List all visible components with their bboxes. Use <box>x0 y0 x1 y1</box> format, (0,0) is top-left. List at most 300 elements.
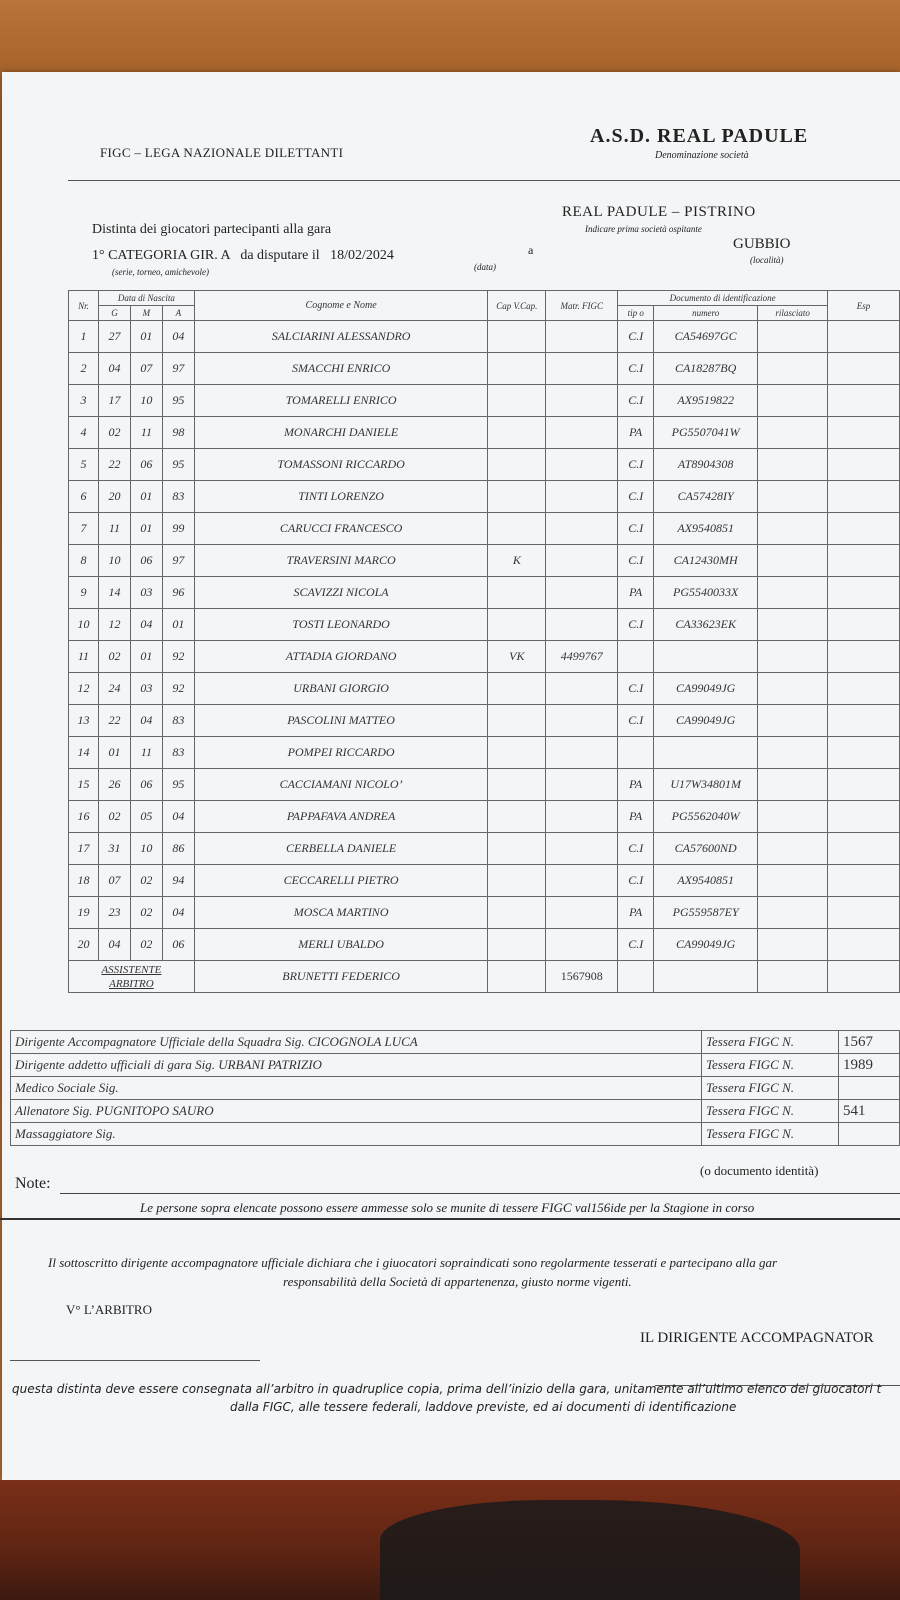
table-row <box>69 513 900 545</box>
row-doc-type: C.I <box>618 385 654 417</box>
row-doc-number: CA57428IY <box>654 481 758 513</box>
table-row <box>69 417 900 449</box>
row-month: 04 <box>130 705 162 737</box>
staff-table <box>10 1030 900 1146</box>
row-rilasciato <box>758 737 828 769</box>
row-matr: 4499767 <box>546 641 618 673</box>
col-birth: Data di Nascita <box>98 291 194 306</box>
row-month: 06 <box>130 545 162 577</box>
staff-tessera-label: Tessera FIGC N. <box>702 1123 839 1146</box>
row-matr <box>546 833 618 865</box>
referee-signature-line <box>10 1360 260 1361</box>
row-day: 02 <box>98 417 130 449</box>
category: 1° CATEGORIA GIR. A <box>92 248 230 263</box>
row-doc-type: C.I <box>618 481 654 513</box>
row-cap <box>488 385 546 417</box>
col-tipo: tip o <box>618 306 654 321</box>
row-cap <box>488 353 546 385</box>
table-row <box>69 641 900 673</box>
col-numero: numero <box>654 306 758 321</box>
row-esp <box>828 545 900 577</box>
row-matr <box>546 417 618 449</box>
row-doc-number <box>654 737 758 769</box>
row-nr: 19 <box>69 897 99 929</box>
footer-instruction-1: questa distinta deve essere consegnata all’arbitro in quadruplice copia, prima dell’inizio della gara, unitamente all’ultimo elenco dei giuocatori t <box>12 1382 882 1396</box>
row-cap <box>488 417 546 449</box>
row-day: 04 <box>98 929 130 961</box>
staff-row <box>11 1123 900 1146</box>
row-day: 23 <box>98 897 130 929</box>
row-doc-type: C.I <box>618 673 654 705</box>
row-year: 83 <box>162 481 194 513</box>
row-rilasciato <box>758 481 828 513</box>
table-row <box>69 801 900 833</box>
staff-tessera-number: 1989 <box>839 1054 900 1077</box>
row-month: 01 <box>130 481 162 513</box>
row-day: 01 <box>98 737 130 769</box>
note-line <box>60 1193 900 1194</box>
row-doc-number: PG5540033X <box>654 577 758 609</box>
row-month: 04 <box>130 609 162 641</box>
players-table <box>68 290 900 993</box>
row-doc-number: CA12430MH <box>654 545 758 577</box>
row-doc-type: PA <box>618 897 654 929</box>
row-name: TOSTI LEONARDO <box>194 609 488 641</box>
table-row <box>69 897 900 929</box>
identity-note: (o documento identità) <box>700 1163 819 1178</box>
row-month: 01 <box>130 641 162 673</box>
staff-tessera-number <box>839 1123 900 1146</box>
match-date: 18/02/2024 <box>330 248 394 263</box>
row-rilasciato <box>758 705 828 737</box>
table-row <box>69 737 900 769</box>
row-month: 10 <box>130 833 162 865</box>
row-nr: 10 <box>69 609 99 641</box>
row-name: CERBELLA DANIELE <box>194 833 488 865</box>
row-cap <box>488 737 546 769</box>
row-nr: 13 <box>69 705 99 737</box>
row-name: MOSCA MARTINO <box>194 897 488 929</box>
row-day: 14 <box>98 577 130 609</box>
shadow <box>380 1500 800 1600</box>
row-doc-number: CA54697GC <box>654 321 758 353</box>
row-day: 10 <box>98 545 130 577</box>
row-nr: 4 <box>69 417 99 449</box>
row-name: SCAVIZZI NICOLA <box>194 577 488 609</box>
staff-tessera-number: 541 <box>839 1100 900 1123</box>
row-nr: 1 <box>69 321 99 353</box>
society-name: A.S.D. REAL PADULE <box>590 125 809 147</box>
row-year: 94 <box>162 865 194 897</box>
row-esp <box>828 801 900 833</box>
row-year: 01 <box>162 609 194 641</box>
match-teams: REAL PADULE – PISTRINO <box>562 204 756 220</box>
row-year: 83 <box>162 737 194 769</box>
row-doc-number: CA57600ND <box>654 833 758 865</box>
row-doc-type: C.I <box>618 833 654 865</box>
row-nr: 16 <box>69 801 99 833</box>
row-day: 17 <box>98 385 130 417</box>
row-doc-type: C.I <box>618 705 654 737</box>
row-year: 98 <box>162 417 194 449</box>
row-doc-type <box>618 641 654 673</box>
row-name: MERLI UBALDO <box>194 929 488 961</box>
row-name: CARUCCI FRANCESCO <box>194 513 488 545</box>
row-doc-number: U17W34801M <box>654 769 758 801</box>
row-doc-type <box>618 737 654 769</box>
row-day: 11 <box>98 513 130 545</box>
table-row <box>69 673 900 705</box>
category-caption: (serie, torneo, amichevole) <box>112 267 209 277</box>
staff-role: Medico Sociale Sig. <box>11 1077 702 1100</box>
staff-tessera-number: 1567 <box>839 1031 900 1054</box>
staff-role: Massaggiatore Sig. <box>11 1123 702 1146</box>
row-cap: VK <box>488 641 546 673</box>
row-matr <box>546 513 618 545</box>
row-cap <box>488 769 546 801</box>
row-esp <box>828 353 900 385</box>
match-teams-caption: Indicare prima società ospitante <box>585 224 702 234</box>
row-esp <box>828 641 900 673</box>
row-rilasciato <box>758 865 828 897</box>
row-year: 95 <box>162 449 194 481</box>
row-matr <box>546 769 618 801</box>
row-doc-type: C.I <box>618 545 654 577</box>
row-esp <box>828 609 900 641</box>
row-day: 26 <box>98 769 130 801</box>
assistant-numero <box>654 961 758 993</box>
row-esp <box>828 929 900 961</box>
row-rilasciato <box>758 545 828 577</box>
staff-tessera-number <box>839 1077 900 1100</box>
row-doc-type: C.I <box>618 353 654 385</box>
row-esp <box>828 897 900 929</box>
row-month: 11 <box>130 417 162 449</box>
federation-header: FIGC – LEGA NAZIONALE DILETTANTI <box>100 145 344 160</box>
note-label: Note: <box>15 1175 51 1192</box>
assistant-label-2: ARBITRO <box>109 977 154 990</box>
form-title: Distinta dei giocatori partecipanti alla gara <box>92 222 332 237</box>
row-year: 97 <box>162 545 194 577</box>
row-cap <box>488 321 546 353</box>
staff-tessera-label: Tessera FIGC N. <box>702 1054 839 1077</box>
row-matr <box>546 385 618 417</box>
row-matr <box>546 929 618 961</box>
row-cap <box>488 833 546 865</box>
referee-label: V° L’ARBITRO <box>66 1302 152 1317</box>
row-day: 24 <box>98 673 130 705</box>
row-doc-number: AT8904308 <box>654 449 758 481</box>
row-esp <box>828 673 900 705</box>
row-year: 04 <box>162 801 194 833</box>
row-esp <box>828 481 900 513</box>
row-rilasciato <box>758 513 828 545</box>
row-nr: 8 <box>69 545 99 577</box>
row-esp <box>828 513 900 545</box>
match-place: GUBBIO <box>733 236 791 252</box>
row-name: TOMARELLI ENRICO <box>194 385 488 417</box>
row-nr: 9 <box>69 577 99 609</box>
assistant-name: BRUNETTI FEDERICO <box>194 961 488 993</box>
row-month: 11 <box>130 737 162 769</box>
table-row <box>69 769 900 801</box>
assistant-tipo <box>618 961 654 993</box>
row-cap <box>488 801 546 833</box>
row-name: ATTADIA GIORDANO <box>194 641 488 673</box>
separator-line <box>0 1218 900 1220</box>
row-matr <box>546 449 618 481</box>
row-cap <box>488 513 546 545</box>
row-doc-type: C.I <box>618 609 654 641</box>
table-row <box>69 609 900 641</box>
row-name: URBANI GIORGIO <box>194 673 488 705</box>
row-cap <box>488 929 546 961</box>
table-row <box>69 705 900 737</box>
row-doc-number: AX9540851 <box>654 513 758 545</box>
row-nr: 3 <box>69 385 99 417</box>
row-rilasciato <box>758 801 828 833</box>
footer-instruction-2: dalla FIGC, alle tessere federali, laddove previste, ed ai documenti di identificazione <box>230 1400 737 1414</box>
table-row <box>69 449 900 481</box>
row-month: 03 <box>130 577 162 609</box>
row-nr: 12 <box>69 673 99 705</box>
row-day: 04 <box>98 353 130 385</box>
row-year: 86 <box>162 833 194 865</box>
row-rilasciato <box>758 385 828 417</box>
row-doc-number: PG559587EY <box>654 897 758 929</box>
table-row <box>69 385 900 417</box>
row-esp <box>828 833 900 865</box>
row-rilasciato <box>758 673 828 705</box>
row-rilasciato <box>758 641 828 673</box>
col-esp: Esp <box>828 291 900 321</box>
row-nr: 14 <box>69 737 99 769</box>
row-doc-number <box>654 641 758 673</box>
row-matr <box>546 353 618 385</box>
row-nr: 7 <box>69 513 99 545</box>
row-year: 95 <box>162 385 194 417</box>
assistant-cap <box>488 961 546 993</box>
col-rilasciato: rilasciato <box>758 306 828 321</box>
row-name: POMPEI RICCARDO <box>194 737 488 769</box>
row-year: 96 <box>162 577 194 609</box>
assistant-matr: 1567908 <box>546 961 618 993</box>
row-year: 92 <box>162 641 194 673</box>
society-caption: Denominazione società <box>655 150 749 161</box>
row-name: CECCARELLI PIETRO <box>194 865 488 897</box>
row-doc-number: AX9540851 <box>654 865 758 897</box>
staff-row <box>11 1031 900 1054</box>
row-name: MONARCHI DANIELE <box>194 417 488 449</box>
row-day: 22 <box>98 449 130 481</box>
row-name: SALCIARINI ALESSANDRO <box>194 321 488 353</box>
row-cap <box>488 865 546 897</box>
col-nr: Nr. <box>69 291 99 321</box>
row-cap <box>488 481 546 513</box>
table-row <box>69 545 900 577</box>
row-esp <box>828 417 900 449</box>
col-m: M <box>130 306 162 321</box>
table-row <box>69 353 900 385</box>
row-cap <box>488 577 546 609</box>
assistant-rilasciato <box>758 961 828 993</box>
col-matr: Matr. FIGC <box>546 291 618 321</box>
assistant-esp <box>828 961 900 993</box>
row-doc-number: CA99049JG <box>654 673 758 705</box>
row-doc-number: CA99049JG <box>654 705 758 737</box>
row-month: 02 <box>130 865 162 897</box>
row-doc-type: PA <box>618 801 654 833</box>
row-cap <box>488 609 546 641</box>
row-doc-type: PA <box>618 577 654 609</box>
assistant-label-1: ASSISTENTE <box>101 963 162 976</box>
staff-role: Dirigente addetto ufficiali di gara Sig. URBANI PATRIZIO <box>11 1054 702 1077</box>
row-matr <box>546 705 618 737</box>
frame-line <box>68 180 900 181</box>
row-nr: 5 <box>69 449 99 481</box>
col-name: Cognome e Nome <box>194 291 488 321</box>
row-doc-type: C.I <box>618 513 654 545</box>
row-day: 07 <box>98 865 130 897</box>
row-year: 04 <box>162 321 194 353</box>
category-line <box>92 248 394 264</box>
row-rilasciato <box>758 417 828 449</box>
row-name: TINTI LORENZO <box>194 481 488 513</box>
row-esp <box>828 577 900 609</box>
row-year: 04 <box>162 897 194 929</box>
table-row <box>69 577 900 609</box>
staff-tessera-label: Tessera FIGC N. <box>702 1031 839 1054</box>
row-day: 20 <box>98 481 130 513</box>
row-doc-number: CA18287BQ <box>654 353 758 385</box>
row-month: 03 <box>130 673 162 705</box>
staff-role: Allenatore Sig. PUGNITOPO SAURO <box>11 1100 702 1123</box>
table-row <box>69 481 900 513</box>
row-day: 31 <box>98 833 130 865</box>
row-month: 06 <box>130 449 162 481</box>
row-doc-type: C.I <box>618 865 654 897</box>
row-nr: 18 <box>69 865 99 897</box>
manager-label: IL DIRIGENTE ACCOMPAGNATOR <box>640 1330 874 1346</box>
row-day: 27 <box>98 321 130 353</box>
to-play-label: da disputare il <box>240 248 320 263</box>
staff-row <box>11 1100 900 1123</box>
row-esp <box>828 321 900 353</box>
row-month: 02 <box>130 897 162 929</box>
staff-tessera-label: Tessera FIGC N. <box>702 1077 839 1100</box>
row-cap <box>488 897 546 929</box>
row-name: SMACCHI ENRICO <box>194 353 488 385</box>
row-day: 22 <box>98 705 130 737</box>
row-cap <box>488 449 546 481</box>
row-esp <box>828 865 900 897</box>
row-month: 10 <box>130 385 162 417</box>
staff-tessera-label: Tessera FIGC N. <box>702 1100 839 1123</box>
row-rilasciato <box>758 449 828 481</box>
row-doc-type: PA <box>618 417 654 449</box>
row-month: 02 <box>130 929 162 961</box>
row-rilasciato <box>758 769 828 801</box>
row-name: PAPPAFAVA ANDREA <box>194 801 488 833</box>
row-rilasciato <box>758 833 828 865</box>
row-year: 95 <box>162 769 194 801</box>
row-esp <box>828 449 900 481</box>
row-year: 06 <box>162 929 194 961</box>
staff-role: Dirigente Accompagnatore Ufficiale della Squadra Sig. CICOGNOLA LUCA <box>11 1031 702 1054</box>
row-matr <box>546 897 618 929</box>
row-year: 99 <box>162 513 194 545</box>
row-matr <box>546 865 618 897</box>
row-cap: K <box>488 545 546 577</box>
row-year: 97 <box>162 353 194 385</box>
row-matr <box>546 545 618 577</box>
row-matr <box>546 609 618 641</box>
row-esp <box>828 769 900 801</box>
row-cap <box>488 673 546 705</box>
row-doc-type: PA <box>618 769 654 801</box>
date-caption: (data) <box>474 262 496 272</box>
row-cap <box>488 705 546 737</box>
col-doc: Documento di identificazione <box>618 291 828 306</box>
row-matr <box>546 481 618 513</box>
row-rilasciato <box>758 609 828 641</box>
row-doc-number: PG5507041W <box>654 417 758 449</box>
row-name: PASCOLINI MATTEO <box>194 705 488 737</box>
players-body <box>69 321 900 961</box>
row-year: 83 <box>162 705 194 737</box>
row-doc-number: AX9519822 <box>654 385 758 417</box>
row-nr: 6 <box>69 481 99 513</box>
row-rilasciato <box>758 897 828 929</box>
assistant-label <box>69 961 195 993</box>
col-a: A <box>162 306 194 321</box>
row-nr: 2 <box>69 353 99 385</box>
row-doc-type: C.I <box>618 321 654 353</box>
row-day: 02 <box>98 801 130 833</box>
row-month: 05 <box>130 801 162 833</box>
row-day: 02 <box>98 641 130 673</box>
staff-row <box>11 1077 900 1100</box>
row-esp <box>828 385 900 417</box>
row-doc-type: C.I <box>618 449 654 481</box>
table-row <box>69 833 900 865</box>
row-matr <box>546 321 618 353</box>
row-matr <box>546 577 618 609</box>
place-caption: (località) <box>750 255 784 265</box>
staff-row <box>11 1054 900 1077</box>
row-rilasciato <box>758 577 828 609</box>
table-row <box>69 929 900 961</box>
at-label: a <box>528 243 534 257</box>
row-year: 92 <box>162 673 194 705</box>
row-nr: 20 <box>69 929 99 961</box>
row-doc-number: PG5562040W <box>654 801 758 833</box>
row-doc-number: CA99049JG <box>654 929 758 961</box>
admission-note: Le persone sopra elencate possono essere ammesse solo se munite di tessere FIGC val156ide per la Stagione in corso <box>140 1200 755 1215</box>
declaration-line-1: Il sottoscritto dirigente accompagnatore ufficiale dichiara che i giuocatori sopraindicati sono regolarmente tesserati e partecipano alla gar <box>48 1255 778 1270</box>
row-rilasciato <box>758 321 828 353</box>
row-esp <box>828 737 900 769</box>
row-name: TRAVERSINI MARCO <box>194 545 488 577</box>
row-doc-type: C.I <box>618 929 654 961</box>
col-g: G <box>98 306 130 321</box>
row-nr: 15 <box>69 769 99 801</box>
staff-body <box>11 1031 900 1146</box>
row-name: CACCIAMANI NICOLO’ <box>194 769 488 801</box>
row-nr: 11 <box>69 641 99 673</box>
row-doc-number: CA33623EK <box>654 609 758 641</box>
row-esp <box>828 705 900 737</box>
